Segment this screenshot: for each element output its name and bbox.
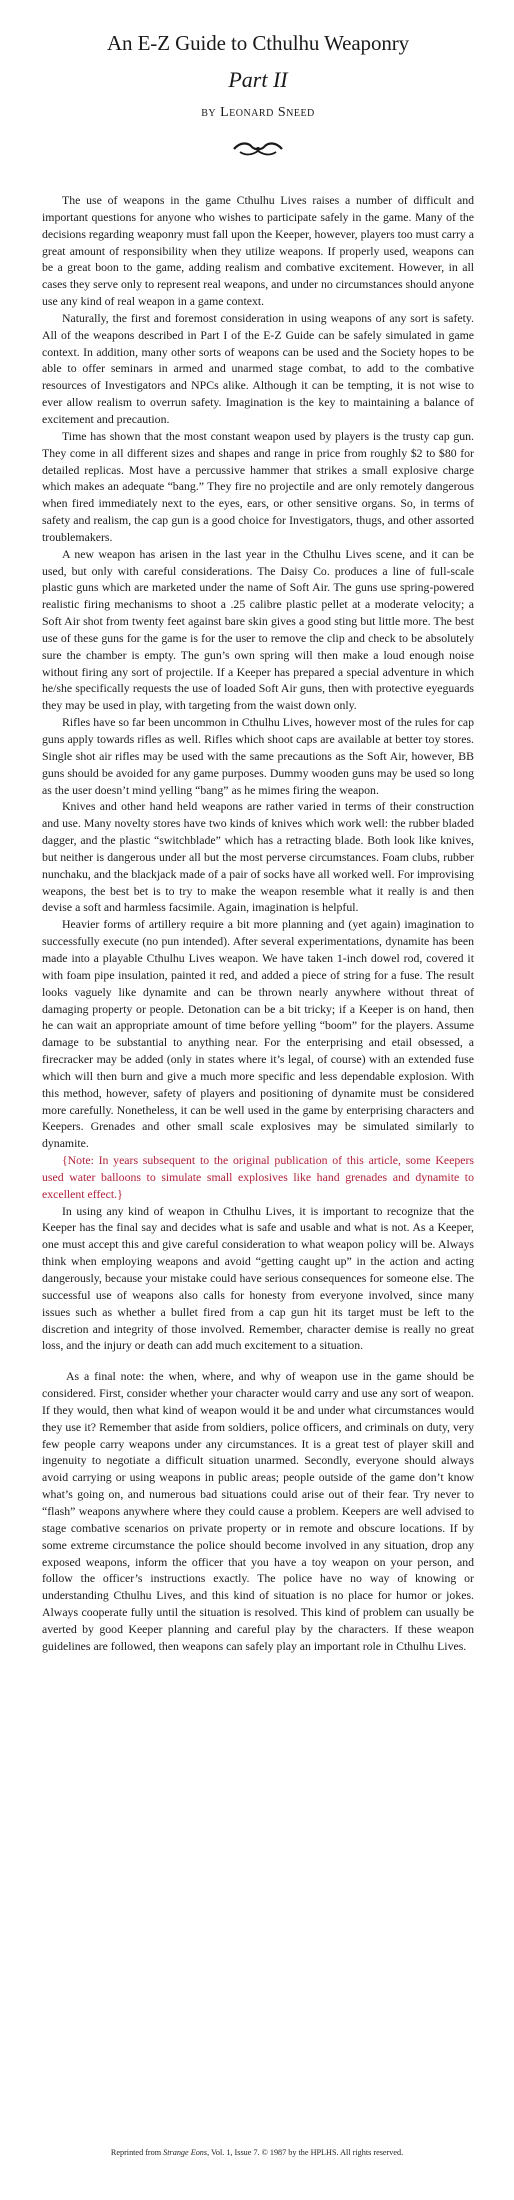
paragraph-artillery: Heavier forms of artillery require a bit more planning and (yet again) imagination to successfully execute (no pun intended). After several experimentations, dynamite has been made into a playable Cthulhu Lives weapon. We have taken 1-inch dowel rod, covered it with foam pipe insulation, painted it red, and added a piece of string for a fuse. The result looks vaguely like dynamite and can be thrown nearly anywhere without threat of damaging property or people. Detonation can be a bit tricky; if a Keeper is on hand, then he can wait an appropriate amount of time before yelling “boom” for the players. Assume damage to be substantial to anything near. For the enterprising and etail obsessed, a firecracker may be added (only in states where it’s legal, of course) with an extended fuse which will then burn and give a much more specific and less dependable explosion. With this method, however, safety of players and positioning of dynamite must be considered more carefully. Nonetheless, it can be well used in the game by enterprising characters and Keepers. Grenades and other small scale explosives may be simulated similarly to dynamite. [42,917,474,1151]
paragraph-soft-air: A new weapon has arisen in the last year in the Cthulhu Lives scene, and it can be used, but only with careful considerations. The Daisy Co. produces a line of full-scale plastic guns which are marketed under the name of Soft Air. The guns use spring-powered realistic firing mechanisms to shoot a .25 calibre plastic pellet at a moderate velocity; a Soft Air shot from twenty feet against bare skin gives a good sting but little more. The best use of these guns for the game is for the user to remove the clip and check to be absolutely sure the chamber is empty. The gun’s own spring will then make a loud enough noise without firing any sort of projectile. If a Keeper has prepared a special adventure in which he/she specifically requests the use of loaded Soft Air guns, then with protective eyeguards they may be used in play, with targeting from the waist down only. [42,546,474,713]
paragraph-knives: Knives and other hand held weapons are rather varied in terms of their construction and use. Many novelty stores have two kinds of knives which work well: the rubber bladed dagger, and the plastic “switchblade” which has a retracting blade. Both look like knives, but neither is dangerous under all but the most perverse circumstances. Foam clubs, rubber nunchaku, and the blackjack made of a pair of socks have all worked well. For improvising weapons, the best bet is to try to make the weapon resemble what it really is and then devise a soft and harmless facsimile. Again, imagination is helpful. [42,799,474,915]
article-title: An E-Z Guide to Cthulhu Weaponry [106,31,410,55]
scroll-ornament-icon [230,140,286,158]
paragraph-intro: The use of weapons in the game Cthulhu Lives raises a number of difficult and important questions for anyone who wishes to participate safely in the game. Many of the decisions regarding weaponry must fall upon the Keeper, however, players too must carry a great amount of responsibility when they utilize weapons. If properly used, weapons can be a great boon to the game, adding realism and combative excitement. However, in all cases they serve only to represent real weapons, and under no circumstances should anyone use any kind of real weapon in a game context. [42,193,474,309]
article-body [42,192,474,1655]
footer-journal: Strange Eons [163,2148,208,2157]
footer-suffix: , Vol. 1, Issue 7. © 1987 by the HPLHS. All rights reserved. [207,2148,404,2157]
reprint-footer [0,2147,514,2159]
paragraph-safety: Naturally, the first and foremost consideration in using weapons of any sort is safety. All of the weapons described in Part I of the E-Z Guide can be safely simulated in game context. In addition, many other sorts of weapons can be used and the Society hopes to be able to offer seminars in armed and unarmed stage combat, to add to the combative resources of Investigators and NPCs alike. Although it can be tempting, it is not wise to ever allow realism to overrun safety. Imagination is the key to maintaining a balance of excitement and precaution. [42,310,474,426]
paragraph-cap-guns: Time has shown that the most constant weapon used by players is the trusty cap gun. They come in all different sizes and shapes and range in price from roughly $2 to $80 for detailed replicas. Most have a percussive hammer that strikes a small explosive charge which makes an adequate “bang.” They fire no projectile and are only remotely dangerous when fired immediately next to the eyes, ears, or other sensitive organs. So, in terms of safety and realism, the cap gun is a good choice for Investigators, thugs, and other assorted troublemakers. [42,428,474,544]
paragraph-final-note: As a final note: the when, where, and why of weapon use in the game should be considered. First, consider whether your character would carry and use any sort of weapon. If they would, then what kind of weapon would it be and under what circumstances would they use it? Remember that aside from soldiers, police officers, and criminals on duty, very few people carry weapons under any circumstances. It is a great test of player skill and ingenuity to negotiate a difficult situation unarmed. Secondly, everyone should always avoid carrying or using weapons in public areas; people outside of the game don’t know what’s going on, and numerous bad situations could arise out of their fear. Try never to “flash” weapons anywhere where they could cause a problem. Keepers are well advised to stage combative scenarios on private property or in remote and obscure locations. If by some extreme circumstance the police should become involved in any situation, drop any exposed weapons, inform the officer that you have a toy weapon on your person, and follow the officer’s instructions exactly. The police have no way of knowing or understanding Cthulhu Lives, and this kind of situation is no place for humor or jokes. Always cooperate fully until the situation is resolved. This kind of problem can usually be averted by good Keeper planning and careful play by the characters. If these weapon guidelines are followed, then weapons can safely play an important role in Cthulhu Lives. [42,1369,474,1653]
author-byline: by Leonard Sneed [201,105,315,120]
article-subtitle: Part II [228,67,288,92]
paragraph-keeper-role: In using any kind of weapon in Cthulhu Lives, it is important to recognize that the Keeper has the final say and decides what is safe and usable and what is not. As a Keeper, one must accept this and give careful consideration to what weapon policy will be. Always think when employing weapons and avoid “getting caught up” in the action and acting dangerously, because your mistake could have serious consequences for someone else. The successful use of weapons also calls for honesty from everyone involved, since many issues such as whether a bullet fired from a cap gun hit its target must be left to the discretion and integrity of those involved. Remember, character demise is really no great loss, and the injury or death can add much excitement to a situation. [42,1203,474,1353]
footer-prefix: Reprinted from [110,2148,164,2157]
editorial-note: {Note: In years subsequent to the original publication of this article, some Keepers used water balloons to simulate small explosives like hand grenades and dynamite to excellent effect.} [42,1153,474,1201]
paragraph-rifles: Rifles have so far been uncommon in Cthulhu Lives, however most of the rules for cap guns apply towards rifles as well. Rifles which shoot caps are available at better toy stores. Single shot air rifles may be used with the same precautions as the Soft Air, however, BB guns should be avoided for any game purposes. Dummy wooden guns may be used so long as the user doesn’t mind yelling “bang” as he mimes firing the weapon. [42,715,474,797]
